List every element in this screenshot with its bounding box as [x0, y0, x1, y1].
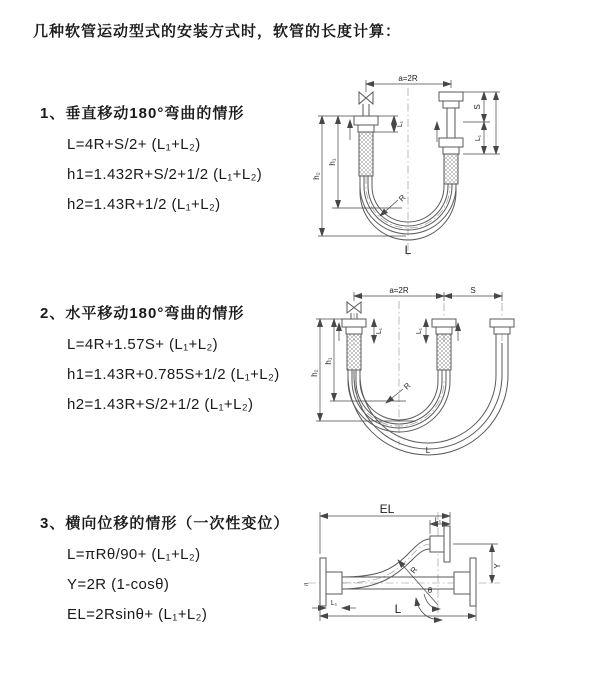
formula-line: h2=1.43R+S/2+1/2 (L₁+L₂) — [67, 396, 254, 413]
flange — [444, 526, 450, 562]
flange — [342, 319, 366, 327]
formula-line: L=4R+S/2+ (L₁+L₂) — [67, 136, 201, 153]
braided-hose-section — [347, 334, 361, 370]
radius-label: R — [408, 565, 420, 576]
centerline-break-mark: ≈ — [304, 580, 309, 589]
section-3-heading: 3、横向位移的情形（一次性变位） — [40, 515, 290, 532]
radius-label: R — [402, 380, 413, 392]
flange — [320, 558, 326, 606]
angle-label: θ — [427, 586, 433, 595]
formula-line: Y=2R (1-cosθ) — [67, 576, 170, 593]
section-3 — [40, 512, 289, 636]
dim-label-a2r: a=2R — [389, 286, 409, 295]
dim-label-h1: h₁ — [324, 357, 333, 365]
dim-label-l1-bottom: L₁ — [330, 600, 338, 607]
page-title: 几种软管运动型式的安装方式时，软管的长度计算： — [33, 23, 402, 40]
section-2 — [40, 302, 280, 426]
braided-hose-section — [359, 132, 373, 176]
flange — [354, 116, 378, 125]
dim-label-l1-left: L₁ — [376, 327, 383, 335]
dim-label-y: Y — [493, 563, 502, 569]
valve-icon — [347, 302, 361, 313]
diagram-horizontal-180-bend — [306, 283, 588, 461]
length-label: L — [404, 243, 412, 257]
diagram-lateral-displacement — [292, 498, 597, 663]
formula-line: h1=1.43R+0.785S+1/2 (L₁+L₂) — [67, 366, 280, 383]
dim-label-l1-top: L₁ — [434, 517, 442, 524]
dim-label-el: EL — [379, 502, 395, 516]
dim-label-h2: h₂ — [310, 369, 319, 377]
section-1 — [40, 102, 262, 226]
dim-label-h2: h₂ — [312, 172, 321, 180]
formula-line: EL=2Rsinθ+ (L₁+L₂) — [67, 606, 208, 623]
dim-label-s: S — [470, 286, 476, 295]
valve-icon — [359, 92, 373, 104]
dim-label-l1-right: L₁ — [475, 134, 482, 142]
flange — [470, 558, 476, 606]
braided-hose-section — [437, 334, 451, 370]
section-1-heading: 1、垂直移动180°弯曲的情形 — [40, 105, 245, 122]
formula-line: h2=1.43R+1/2 (L₁+L₂) — [67, 196, 221, 213]
dim-label-l1-mid: L₁ — [416, 327, 423, 335]
formula-line: L=4R+1.57S+ (L₁+L₂) — [67, 336, 219, 353]
formula-line: L=πRθ/90+ (L₁+L₂) — [67, 546, 201, 563]
braided-hose-section — [444, 154, 458, 184]
dim-label-h1: h₁ — [328, 158, 337, 166]
dim-label-s: S — [473, 104, 482, 110]
length-label: L — [425, 446, 431, 455]
flange — [490, 319, 514, 327]
dim-label-l: L — [394, 602, 402, 616]
flange — [432, 319, 456, 327]
radius-label: R — [397, 192, 408, 204]
section-2-heading: 2、水平移动180°弯曲的情形 — [40, 305, 245, 322]
diagram-vertical-180-bend — [306, 70, 588, 262]
flange — [439, 92, 463, 101]
dim-label-l1-left: L₁ — [397, 120, 404, 128]
formula-line: h1=1.432R+S/2+1/2 (L₁+L₂) — [67, 166, 263, 183]
dim-label-a2r: a=2R — [398, 74, 418, 83]
flange — [439, 138, 463, 147]
